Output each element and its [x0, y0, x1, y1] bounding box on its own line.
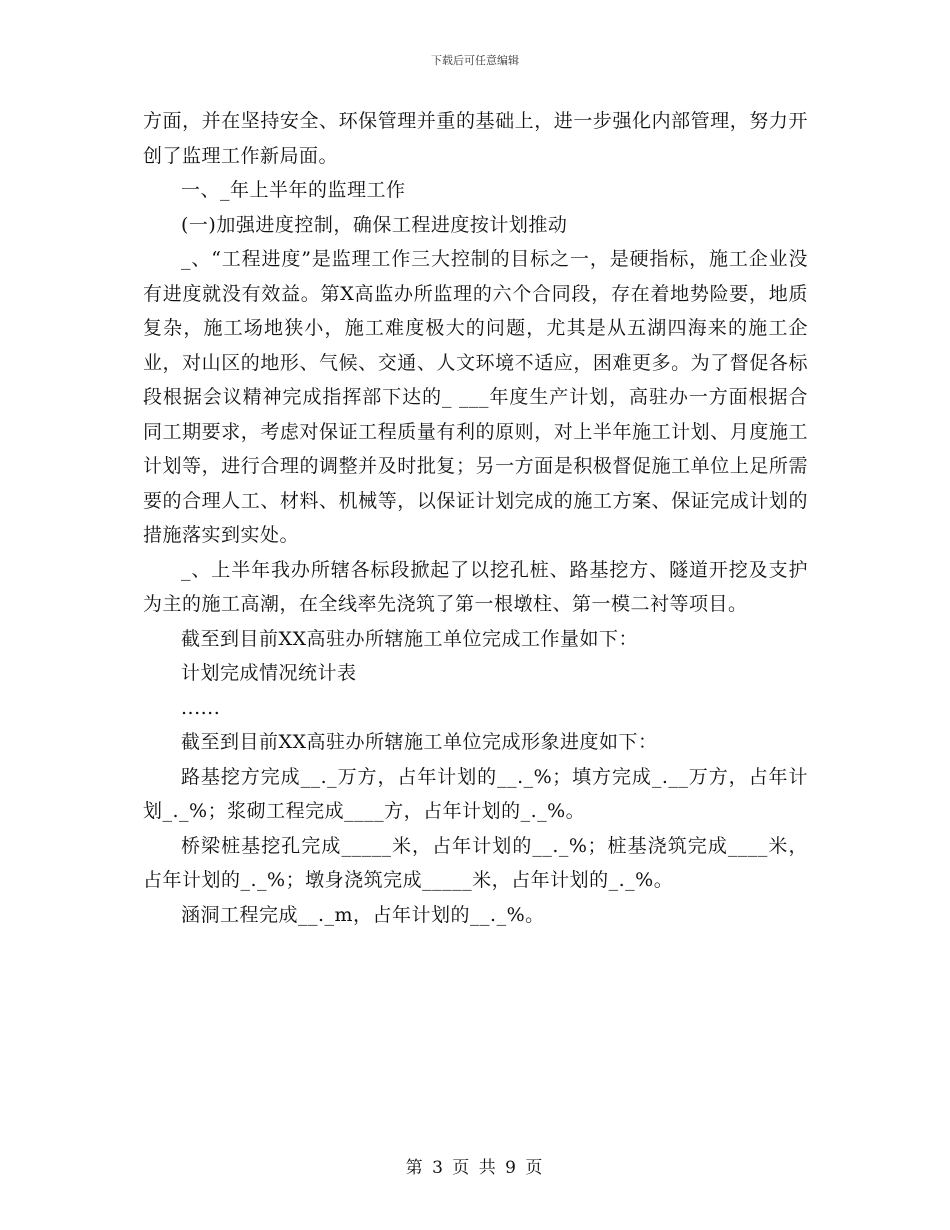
paragraph-bridge: 桥梁桩基挖孔完成_____米，占年计划的__._%；桩基浇筑完成____米，占年计划的_._%；墩身浇筑完成_____米，占年计划的_._%。 — [143, 834, 808, 891]
ellipsis: ...... — [181, 696, 221, 719]
paragraph-workload-intro: 截至到目前XX高驻办所辖施工单位完成工作量如下： — [181, 627, 639, 650]
paragraph-culvert: 涵洞工程完成__._m，占年计划的__._%。 — [181, 903, 545, 926]
paragraph-1: 方面，并在坚持安全、环保管理并重的基础上，进一步强化内部管理，努力开创了监理工作新局面。 — [143, 110, 808, 167]
paragraph-progress-control: _、“工程进度”是监理工作三大控制的目标之一，是硬指标，施工企业没有进度就没有效益。第X高监办所监理的六个合同段，存在着地势险要，地质复杂，施工场地狭小，施工难度极大的问题，尤其是从五湖四海来的施工企业，对山区的地形、气候、交通、人文环境不适应，困难更多。为了督促各标段根据会议精神完成指挥部下达的_ ___年度生产计划，高驻办一方面根据合同工期要求，考虑对保证工程质量有利的原则，对上半年施工计划、月度施工计划等，进行合理的调整并及时批复；另一方面是积极督促施工单位上足所需要的合理人工、材料、机械等，以保证计划完成的施工方案、保证完成计划的措施落实到实处。 — [143, 248, 808, 546]
table-caption: 计划完成情况统计表 — [181, 662, 357, 684]
subsection-heading: (一)加强进度控制，确保工程进度按计划推动 — [181, 213, 568, 236]
paragraph-construction-peak: _、上半年我办所辖各标段掀起了以挖孔桩、路基挖方、隧道开挖及支护为主的施工高潮，在全线率先浇筑了第一根墩柱、第一模二衬等项目。 — [143, 558, 808, 615]
section-heading: 一、_年上半年的监理工作 — [181, 179, 406, 201]
paragraph-progress-intro: 截至到目前XX高驻办所辖施工单位完成形象进度如下： — [181, 731, 658, 753]
document-body — [143, 104, 808, 932]
page-header: 下载后可任意编辑 — [431, 54, 519, 67]
paragraph-roadbed: 路基挖方完成__._万方，占年计划的__._%；填方完成_.__万方，占年计划_._%；浆砌工程完成____方，占年计划的_._%。 — [143, 765, 808, 822]
page-number: 第 3 页 共 9 页 — [405, 1158, 545, 1178]
